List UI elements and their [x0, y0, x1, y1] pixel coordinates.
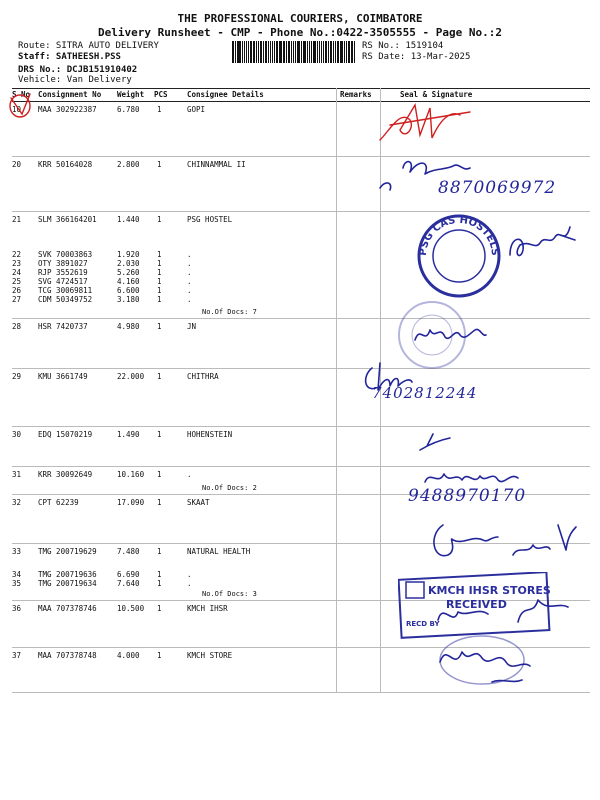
consignment-no: KRR 50164028: [38, 160, 93, 169]
sno-cell: 34: [12, 570, 22, 579]
sno-cell: 25: [12, 277, 22, 286]
pcs-cell: 1: [157, 215, 162, 224]
barcode-bar: [270, 41, 271, 63]
consignee-cell: HOHENSTEIN: [187, 430, 233, 439]
consignee-cell: PSG HOSTEL: [187, 215, 233, 224]
barcode-bar: [333, 41, 334, 63]
barcode-bar: [237, 41, 238, 63]
pcs-cell: 1: [157, 160, 162, 169]
barcode-bar: [341, 41, 343, 63]
consignee-cell: KMCH IHSR: [187, 604, 228, 613]
phone-handwritten: 9488970170: [408, 486, 527, 506]
consignee-cell: CHITHRA: [187, 372, 219, 381]
weight-cell: 17.090: [117, 498, 145, 507]
consignee-cell: .: [187, 286, 192, 295]
weight-cell: 22.000: [117, 372, 145, 381]
col-seal: Seal & Signature: [400, 90, 473, 99]
consignment-line: [12, 105, 590, 114]
pcs-cell: 1: [157, 259, 162, 268]
psg-hostel-stamp: [413, 210, 505, 302]
consignee-cell: NATURAL HEALTH: [187, 547, 251, 556]
consignment-no: TMG 200719634: [38, 579, 97, 588]
consignment-no: CDM 50349752: [38, 295, 93, 304]
kmch-store-stamp: [432, 632, 542, 692]
consignment-no: TCG 30069811: [38, 286, 93, 295]
sno-cell: 35: [12, 579, 22, 588]
barcode-bar: [325, 41, 327, 63]
sno-cell: 10: [12, 105, 22, 114]
weight-cell: 6.780: [117, 105, 140, 114]
barcode-bar: [286, 41, 287, 63]
signature-psg: [505, 215, 580, 270]
barcode-bar: [304, 41, 306, 63]
barcode-bar: [260, 41, 262, 63]
signature-krr: [415, 430, 455, 460]
barcode-bar: [346, 41, 347, 63]
consignment-line: [12, 322, 590, 331]
rs-number: RS No.: 1519104: [362, 41, 444, 51]
consignee-cell: SKAAT: [187, 498, 210, 507]
barcode-bar: [242, 41, 243, 63]
svg-text:PSG CAS HOSTELS: [418, 215, 500, 257]
barcode-bar: [321, 41, 322, 63]
docs-count: No.Of Docs: 7: [202, 308, 257, 316]
pcs-cell: 1: [157, 268, 162, 277]
signature-natural-health: [428, 515, 578, 575]
pcs-cell: 1: [157, 579, 162, 588]
barcode-bar: [348, 41, 351, 63]
consignee-cell: .: [187, 470, 192, 479]
consignment-line: [12, 430, 590, 439]
barcode-bar: [319, 41, 321, 63]
consignment-line: [12, 372, 590, 381]
pcs-cell: 1: [157, 470, 162, 479]
stamp-text: PSG CAS HOSTELS: [417, 214, 501, 257]
weight-cell: 5.260: [117, 268, 140, 277]
consignment-no: TMG 200719636: [38, 570, 97, 579]
consignment-no: OTY 3891027: [38, 259, 88, 268]
consignee-cell: JN: [187, 322, 197, 331]
phone-handwritten: 8870069972: [438, 178, 557, 198]
vehicle-text: Vehicle: Van Delivery: [18, 75, 132, 85]
weight-cell: 6.600: [117, 286, 140, 295]
sno-cell: 23: [12, 259, 22, 268]
table-row: [12, 368, 590, 427]
barcode-bar: [244, 41, 246, 63]
pcs-cell: 1: [157, 105, 162, 114]
signature-jn: [410, 315, 490, 350]
docs-count: No.Of Docs: 3: [202, 590, 257, 598]
sno-cell: 33: [12, 547, 22, 556]
divider: [380, 88, 381, 100]
consignment-no: SLM 366164201: [38, 215, 97, 224]
barcode-bar: [268, 41, 269, 63]
barcode-bar: [276, 41, 278, 63]
weight-cell: 7.480: [117, 547, 140, 556]
pcs-cell: 1: [157, 651, 162, 660]
barcode-bar: [303, 41, 304, 63]
stamp-title: KMCH IHSR STORES: [428, 584, 551, 597]
divider: [336, 88, 337, 100]
sno-cell: 24: [12, 268, 22, 277]
barcode-bar: [317, 41, 318, 63]
barcode-bar: [284, 41, 285, 63]
sno-cell: 30: [12, 430, 22, 439]
phone-handwritten: 7402812244: [372, 384, 478, 402]
barcode-bar: [291, 41, 292, 63]
weight-cell: 4.160: [117, 277, 140, 286]
barcode-bar: [258, 41, 259, 63]
pcs-cell: 1: [157, 372, 162, 381]
barcode-bar: [344, 41, 345, 63]
barcode-bar: [256, 41, 257, 63]
barcode-bar: [235, 41, 236, 63]
pcs-cell: 1: [157, 498, 162, 507]
barcode-bar: [307, 41, 308, 63]
pcs-cell: 1: [157, 277, 162, 286]
barcode-bar: [295, 41, 296, 63]
barcode-bar: [253, 41, 256, 63]
col-weight: Weight: [117, 90, 145, 99]
pcs-cell: 1: [157, 547, 162, 556]
weight-cell: 3.180: [117, 295, 140, 304]
consignment-no: KRR 30092649: [38, 470, 93, 479]
barcode-bar: [248, 41, 249, 63]
barcode-bar: [309, 41, 310, 63]
signature-gopi: [370, 100, 490, 150]
consignment-no: MAA 707378748: [38, 651, 97, 660]
weight-cell: 1.490: [117, 430, 140, 439]
barcode-bar: [265, 41, 268, 63]
stamp-received: RECEIVED: [446, 598, 507, 611]
weight-cell: 4.980: [117, 322, 140, 331]
barcode-bar: [263, 41, 264, 63]
stamp-recd-by: RECD BY: [406, 620, 440, 628]
barcode-bar: [288, 41, 290, 63]
consignment-no: HSR 7420737: [38, 322, 88, 331]
barcode-bar: [328, 41, 329, 63]
divider: [336, 100, 337, 692]
col-pcs: PCS: [154, 90, 168, 99]
barcode-bar: [351, 41, 353, 63]
barcode-bar: [274, 41, 275, 63]
docs-count: No.Of Docs: 2: [202, 484, 257, 492]
company-title: THE PROFESSIONAL COURIERS, COIMBATORE: [177, 12, 423, 25]
pcs-cell: 1: [157, 250, 162, 259]
rs-date: RS Date: 13-Mar-2025: [362, 52, 471, 62]
consignment-no: MAA 302922387: [38, 105, 97, 114]
consignee-cell: GOPI: [187, 105, 206, 114]
sno-cell: 32: [12, 498, 22, 507]
barcode-bar: [293, 41, 295, 63]
pcs-cell: 1: [157, 604, 162, 613]
sno-cell: 22: [12, 250, 22, 259]
weight-cell: 2.800: [117, 160, 140, 169]
sno-cell: 31: [12, 470, 22, 479]
barcode-bar: [279, 41, 282, 63]
consignee-cell: .: [187, 295, 192, 304]
barcode-bar: [337, 41, 339, 63]
table-row: [12, 426, 590, 467]
weight-cell: 7.640: [117, 579, 140, 588]
consignee-cell: KMCH STORE: [187, 651, 233, 660]
table-header: [12, 88, 590, 102]
barcode-icon: [232, 41, 356, 63]
barcode-bar: [232, 41, 234, 63]
weight-cell: 1.440: [117, 215, 140, 224]
barcode-bar: [246, 41, 247, 63]
barcode-bar: [283, 41, 284, 63]
pcs-cell: 1: [157, 430, 162, 439]
sno-cell: 21: [12, 215, 22, 224]
pcs-cell: 1: [157, 322, 162, 331]
sno-cell: 37: [12, 651, 22, 660]
weight-cell: 4.000: [117, 651, 140, 660]
consignment-no: SVG 4724517: [38, 277, 88, 286]
barcode-bar: [311, 41, 313, 63]
staff-text: Staff: SATHEESH.PSS: [18, 52, 121, 62]
sno-cell: 28: [12, 322, 22, 331]
consignment-no: SVK 70003863: [38, 250, 93, 259]
table-row: [12, 318, 590, 369]
sno-cell: 27: [12, 295, 22, 304]
drs-number: DRS No.: DCJB151910402: [18, 65, 138, 75]
barcode-bar: [354, 41, 355, 63]
pcs-cell: 1: [157, 286, 162, 295]
barcode-bar: [238, 41, 241, 63]
consignment-no: RJP 3552619: [38, 268, 88, 277]
pcs-cell: 1: [157, 570, 162, 579]
barcode-bar: [272, 41, 274, 63]
weight-cell: 2.030: [117, 259, 140, 268]
consignee-cell: .: [187, 570, 192, 579]
barcode-bar: [330, 41, 333, 63]
barcode-bar: [323, 41, 324, 63]
weight-cell: 10.500: [117, 604, 145, 613]
consignee-cell: CHINNAMMAL II: [187, 160, 246, 169]
consignee-cell: .: [187, 250, 192, 259]
consignment-no: TMG 200719629: [38, 547, 97, 556]
consignee-cell: .: [187, 259, 192, 268]
runsheet-subtitle: Delivery Runsheet - CMP - Phone No.:0422-3505555 - Page No.:2: [98, 26, 502, 39]
col-sno: S No: [12, 90, 31, 99]
sno-cell: 20: [12, 160, 22, 169]
sno-cell: 29: [12, 372, 22, 381]
consignment-no: EDQ 15070219: [38, 430, 93, 439]
sno-cell: 26: [12, 286, 22, 295]
sno-cell: 36: [12, 604, 22, 613]
weight-cell: 10.160: [117, 470, 145, 479]
barcode-bar: [250, 41, 252, 63]
col-consignment: Consignment No: [38, 90, 102, 99]
check-mark-icon: [8, 92, 34, 120]
barcode-bar: [313, 41, 316, 63]
consignment-no: KMU 3661749: [38, 372, 88, 381]
weight-cell: 1.920: [117, 250, 140, 259]
consignment-no: CPT 62239: [38, 498, 79, 507]
consignment-no: MAA 707378746: [38, 604, 97, 613]
consignee-cell: .: [187, 277, 192, 286]
barcode-bar: [340, 41, 341, 63]
barcode-bar: [301, 41, 302, 63]
consignee-cell: .: [187, 268, 192, 277]
col-consignee: Consignee Details: [187, 90, 264, 99]
route-text: Route: SITRA AUTO DELIVERY: [18, 41, 159, 51]
consignee-cell: .: [187, 579, 192, 588]
barcode-bar: [297, 41, 300, 63]
weight-cell: 6.690: [117, 570, 140, 579]
col-remarks: Remarks: [340, 90, 372, 99]
pcs-cell: 1: [157, 295, 162, 304]
barcode-bar: [335, 41, 336, 63]
